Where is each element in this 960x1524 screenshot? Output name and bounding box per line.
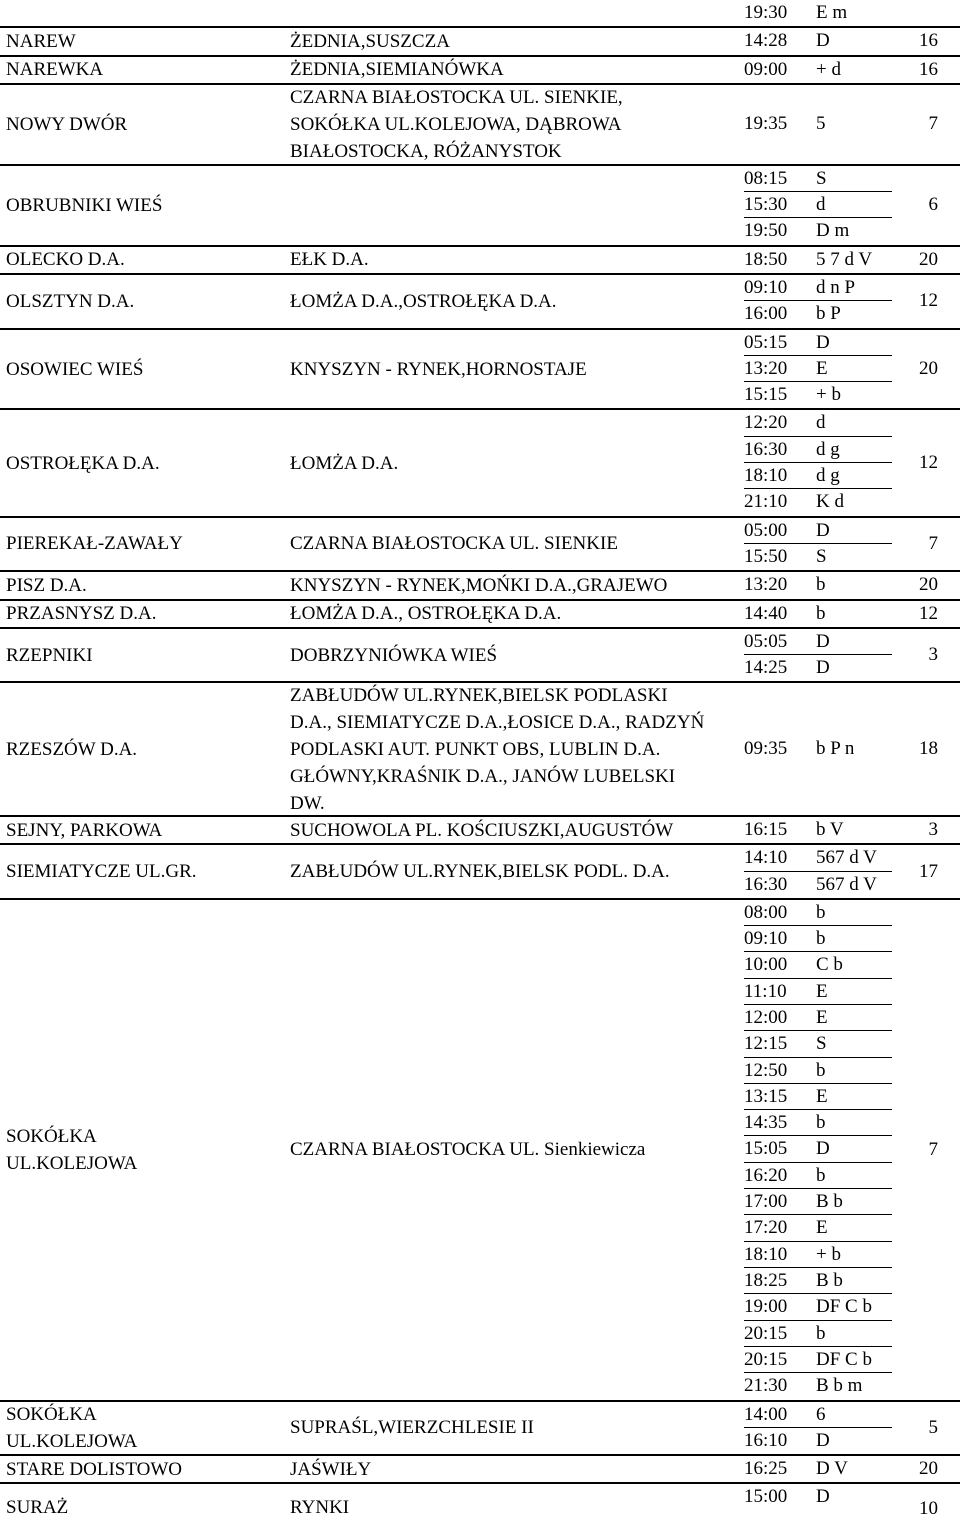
- departure-code: D: [816, 1486, 830, 1508]
- departures-cell: [744, 736, 892, 762]
- departure-code: E: [816, 357, 828, 379]
- table-row: [0, 275, 960, 330]
- platform-number: [898, 0, 938, 26]
- departure-entry: [744, 330, 892, 356]
- departure-code: E: [816, 1007, 828, 1028]
- table-row-continued: [0, 0, 960, 28]
- via-cell: CZARNA BIAŁOSTOCKA UL. SIENKIE, SOKÓŁKA UL.KOLEJOWA, DĄBROWA BIAŁOSTOCKA, RÓŻANYSTOK: [290, 86, 623, 162]
- platform-number: 12: [919, 452, 938, 474]
- departure-entry: [744, 736, 892, 762]
- departure-entry: [744, 1347, 892, 1373]
- departures-cell: [744, 1456, 892, 1482]
- departure-entry: [744, 463, 892, 489]
- departure-time: 17:20: [744, 1217, 788, 1239]
- departure-time: 09:35: [744, 738, 788, 760]
- departure-code: b: [816, 1322, 826, 1344]
- departure-entry: [744, 1321, 892, 1347]
- table-row: [0, 57, 960, 85]
- via-cell: [290, 0, 735, 26]
- destination-cell: SOKÓŁKA UL.KOLEJOWA: [6, 1125, 138, 1174]
- platform-number: 3: [928, 644, 938, 666]
- departure-entry: [744, 817, 892, 843]
- departure-time: 12:00: [744, 1007, 788, 1028]
- via-cell: ŻEDNIA,SIEMIANÓWKA: [290, 59, 504, 81]
- departures-cell: [744, 518, 892, 571]
- departure-code: 6: [816, 1403, 826, 1425]
- departure-time: 16:30: [744, 438, 788, 460]
- destination-cell: NAREW: [6, 30, 76, 52]
- via-cell: SUCHOWOLA PL. KOŚCIUSZKI,AUGUSTÓW: [290, 819, 674, 841]
- departure-entry: [744, 1163, 892, 1189]
- via-cell: JAŚWIŁY: [290, 1458, 372, 1480]
- departure-entry: [744, 437, 892, 463]
- departure-time: 15:50: [744, 545, 788, 567]
- departure-entry: [744, 111, 892, 137]
- departure-entry: [744, 1294, 892, 1320]
- departure-code: E: [816, 1217, 828, 1239]
- platform-number: 3: [928, 819, 938, 841]
- departures-cell: [744, 817, 892, 843]
- departure-code: B b m: [816, 1375, 863, 1397]
- departures-cell: [744, 57, 892, 83]
- departure-entry: [744, 845, 892, 871]
- departure-time: 18:50: [744, 248, 788, 270]
- departure-entry: [744, 28, 892, 54]
- departure-code: b P: [816, 303, 841, 325]
- departure-entry: [744, 1110, 892, 1136]
- departure-code: b: [816, 928, 826, 950]
- departure-code: D: [816, 630, 830, 652]
- departure-time: 08:15: [744, 167, 788, 189]
- departure-code: D: [816, 1138, 830, 1160]
- departure-code: 567 d V: [816, 873, 877, 895]
- departure-time: 20:15: [744, 1348, 788, 1370]
- departure-code: DF C b: [816, 1348, 872, 1370]
- departure-time: 19:35: [744, 113, 788, 135]
- departure-code: D m: [816, 220, 850, 242]
- departure-time: 12:15: [744, 1033, 788, 1055]
- departures-cell: [744, 275, 892, 328]
- departure-entry: [744, 952, 892, 978]
- departure-code: b: [816, 1112, 826, 1134]
- departure-entry: [744, 1484, 892, 1510]
- departure-entry: [744, 1215, 892, 1241]
- departure-entry: [744, 601, 892, 627]
- departure-time: 18:25: [744, 1269, 788, 1291]
- departure-time: 15:00: [744, 1486, 788, 1508]
- departure-time: 12:50: [744, 1059, 788, 1081]
- departure-time: 16:25: [744, 1458, 788, 1480]
- departure-time: 09:10: [744, 276, 788, 298]
- departure-entry: [744, 1136, 892, 1162]
- departure-time: 10:00: [744, 954, 788, 976]
- platform-number: 16: [919, 30, 938, 52]
- departure-code: b P n: [816, 738, 855, 760]
- departure-time: 15:30: [744, 194, 788, 216]
- via-cell: EŁK D.A.: [290, 249, 369, 271]
- departure-time: 11:10: [744, 980, 787, 1002]
- departure-time: 17:00: [744, 1191, 788, 1213]
- departure-entry: [744, 275, 892, 301]
- departure-time: 14:28: [744, 30, 788, 52]
- departure-code: 5 7 d V: [816, 248, 873, 270]
- destination-cell: RZEPNIKI: [6, 644, 93, 666]
- departure-entry: [744, 1031, 892, 1057]
- departure-entry: [744, 900, 892, 926]
- departure-time: 09:00: [744, 58, 788, 80]
- platform-number: 10: [919, 1498, 938, 1520]
- departure-time: 16:15: [744, 818, 788, 840]
- destination-cell: OSTROŁĘKA D.A.: [6, 452, 160, 474]
- departure-entry: [744, 356, 892, 382]
- departure-time: 15:15: [744, 384, 788, 406]
- departure-entry: [744, 1373, 892, 1399]
- table-row: [0, 683, 960, 817]
- departure-time: 16:30: [744, 873, 788, 895]
- departure-code: b: [816, 901, 826, 923]
- departure-entry: [744, 518, 892, 544]
- table-row: [0, 1456, 960, 1484]
- destination-cell: SEJNY, PARKOWA: [6, 819, 163, 841]
- via-cell: RYNKI: [290, 1497, 350, 1519]
- departure-time: 14:10: [744, 847, 788, 869]
- departure-time: 05:15: [744, 331, 788, 353]
- table-row: [0, 247, 960, 275]
- table-row: [0, 330, 960, 411]
- departure-entry: [744, 192, 892, 218]
- departure-code: 5: [816, 113, 826, 135]
- departure-code: d g: [816, 438, 840, 460]
- departures-cell: [744, 1402, 892, 1455]
- destination-cell: NAREWKA: [6, 59, 104, 81]
- departure-time: 09:10: [744, 928, 788, 950]
- departure-entry: [744, 0, 892, 26]
- destination-cell: OLSZTYN D.A.: [6, 290, 135, 312]
- departure-code: D: [816, 30, 830, 52]
- via-cell: KNYSZYN - RYNEK,MOŃKI D.A.,GRAJEWO: [290, 574, 668, 596]
- platform-number: 12: [919, 602, 938, 624]
- departure-time: 16:10: [744, 1429, 788, 1451]
- departure-entry: [744, 247, 892, 273]
- departure-time: 14:35: [744, 1112, 788, 1134]
- departure-time: 18:10: [744, 465, 788, 487]
- departure-code: S: [816, 545, 827, 567]
- destination-cell: PIEREKAŁ-ZAWAŁY: [6, 533, 183, 555]
- via-cell: ZABŁUDÓW UL.RYNEK,BIELSK PODLASKI D.A., SIEMIATYCZE D.A.,ŁOSICE D.A., RADZYŃ PODLASKI AUT. PUNKT OBS, LUBLIN D.A. GŁÓWNY,KRAŚNIK D.A., JANÓW LUBELSKI DW.: [290, 684, 705, 814]
- departure-code: DF C b: [816, 1296, 872, 1318]
- destination-cell: PISZ D.A.: [6, 574, 87, 596]
- departure-time: 08:00: [744, 901, 788, 923]
- destination-cell: RZESZÓW D.A.: [6, 738, 138, 760]
- platform-number: 5: [928, 1416, 938, 1438]
- departure-time: 13:20: [744, 357, 788, 379]
- departure-time: 13:20: [744, 574, 788, 596]
- platform-number: 20: [919, 574, 938, 596]
- departure-entry: [744, 489, 892, 515]
- departure-time: 14:25: [744, 657, 788, 679]
- platform-number: 17: [919, 860, 938, 882]
- destination-cell: OLECKO D.A.: [6, 249, 125, 271]
- via-cell: SUPRAŚL,WIERZCHLESIE II: [290, 1417, 534, 1439]
- platform-number: 7: [928, 1138, 938, 1160]
- departure-time: 14:00: [744, 1403, 788, 1425]
- departure-code: D: [816, 331, 830, 353]
- table-row: [0, 518, 960, 573]
- platform-number: 20: [919, 1458, 938, 1480]
- departure-code: b: [816, 574, 826, 596]
- table-row: [0, 410, 960, 517]
- departure-code: D: [816, 519, 830, 541]
- destination-cell: STARE DOLISTOWO: [6, 1458, 182, 1480]
- departure-code: D V: [816, 1458, 848, 1480]
- destination-cell: [6, 0, 276, 26]
- departures-cell: [744, 330, 892, 409]
- table-row: [0, 629, 960, 684]
- departure-code: B b: [816, 1191, 843, 1213]
- departure-time: 21:10: [744, 491, 788, 513]
- platform-number: 7: [928, 113, 938, 135]
- departures-cell: [744, 410, 892, 515]
- departure-entry: [744, 1428, 892, 1454]
- via-cell: DOBRZYNIÓWKA WIEŚ: [290, 644, 498, 666]
- platform-number: 7: [928, 532, 938, 554]
- platform-number: 6: [928, 194, 938, 216]
- table-row: [0, 601, 960, 629]
- departures-cell: [744, 247, 892, 273]
- platform-number: 20: [919, 248, 938, 270]
- via-cell: [290, 166, 735, 245]
- departure-entry: [744, 218, 892, 244]
- via-cell: ŁOMŻA D.A.: [290, 452, 399, 474]
- departure-time: 19:30: [744, 2, 788, 23]
- departure-entry: [744, 979, 892, 1005]
- table-row: [0, 28, 960, 56]
- departure-code: d: [816, 412, 826, 434]
- departure-code: S: [816, 167, 827, 189]
- departure-entry: [744, 1402, 892, 1428]
- destination-cell: SOKÓŁKA UL.KOLEJOWA: [6, 1403, 138, 1452]
- via-cell: CZARNA BIAŁOSTOCKA UL. SIENKIE: [290, 533, 618, 555]
- departure-code: E m: [816, 2, 848, 23]
- departure-time: 16:20: [744, 1164, 788, 1186]
- departure-code: + d: [816, 58, 841, 80]
- table-row: [0, 900, 960, 1402]
- departure-entry: [744, 301, 892, 327]
- destination-cell: NOWY DWÓR: [6, 113, 128, 135]
- table-row: [0, 572, 960, 600]
- departure-code: E: [816, 1085, 828, 1107]
- departure-time: 16:00: [744, 303, 788, 325]
- departure-code: b V: [816, 818, 844, 840]
- departure-code: C b: [816, 954, 843, 976]
- departure-time: 12:20: [744, 412, 788, 434]
- departure-entry: [744, 1456, 892, 1482]
- platform-number: 20: [919, 358, 938, 379]
- departure-code: b: [816, 1164, 826, 1186]
- departure-code: + b: [816, 384, 841, 406]
- departure-code: S: [816, 1033, 827, 1055]
- departure-entry: [744, 926, 892, 952]
- departure-code: d n P: [816, 276, 856, 298]
- departure-entry: [744, 629, 892, 655]
- departure-entry: [744, 57, 892, 83]
- via-cell: KNYSZYN - RYNEK,HORNOSTAJE: [290, 358, 587, 380]
- platform-number: 18: [919, 738, 938, 760]
- departure-entry: [744, 1268, 892, 1294]
- departure-entry: [744, 1005, 892, 1031]
- departures-cell: [744, 629, 892, 682]
- departure-code: b: [816, 1059, 826, 1081]
- departure-entry: [744, 1058, 892, 1084]
- departures-cell: [744, 28, 892, 54]
- departure-code: d: [816, 194, 826, 216]
- departures-cell: [744, 1484, 892, 1510]
- destination-cell: PRZASNYSZ D.A.: [6, 603, 157, 625]
- departures-cell: [744, 900, 892, 1400]
- via-cell: ZABŁUDÓW UL.RYNEK,BIELSK PODL. D.A.: [290, 861, 670, 883]
- platform-number: 16: [919, 58, 938, 80]
- departure-code: + b: [816, 1243, 841, 1265]
- departure-time: 14:40: [744, 602, 788, 624]
- destination-cell: SURAŻ: [6, 1497, 69, 1519]
- departures-cell: [744, 166, 892, 245]
- destination-cell: OBRUBNIKI WIEŚ: [6, 194, 163, 216]
- departure-time: 21:30: [744, 1375, 788, 1397]
- via-cell: ŁOMŻA D.A., OSTROŁĘKA D.A.: [290, 603, 562, 625]
- departure-code: D: [816, 657, 830, 679]
- table-row: [0, 817, 960, 845]
- departure-time: 19:00: [744, 1296, 788, 1318]
- departure-entry: [744, 544, 892, 570]
- departure-code: d g: [816, 465, 840, 487]
- departure-entry: [744, 572, 892, 598]
- platform-number: 12: [919, 290, 938, 312]
- departure-entry: [744, 872, 892, 898]
- departures-cell: [744, 0, 892, 26]
- via-cell: ŁOMŻA D.A.,OSTROŁĘKA D.A.: [290, 290, 557, 312]
- departure-time: 05:05: [744, 630, 788, 652]
- departure-code: 567 d V: [816, 847, 877, 869]
- departure-time: 05:00: [744, 519, 788, 541]
- departure-entry: [744, 382, 892, 408]
- departure-time: 19:50: [744, 220, 788, 242]
- table-row: [0, 1402, 960, 1457]
- departure-time: 20:15: [744, 1322, 788, 1344]
- departures-cell: [744, 572, 892, 598]
- departure-time: 15:05: [744, 1138, 788, 1160]
- departures-cell: [744, 601, 892, 627]
- departure-time: 18:10: [744, 1243, 788, 1265]
- departures-cell: [744, 845, 892, 898]
- departure-code: D: [816, 1429, 830, 1451]
- departure-entry: [744, 1084, 892, 1110]
- table-row: [0, 845, 960, 900]
- departure-code: E: [816, 980, 828, 1002]
- departure-entry: [744, 410, 892, 436]
- departure-time: 13:15: [744, 1085, 788, 1107]
- destination-cell: OSOWIEC WIEŚ: [6, 358, 144, 380]
- table-row: [0, 85, 960, 166]
- table-row: [0, 166, 960, 247]
- departure-code: B b: [816, 1269, 843, 1291]
- departure-code: b: [816, 602, 826, 624]
- departure-entry: [744, 1189, 892, 1215]
- via-cell: ŻEDNIA,SUSZCZA: [290, 30, 450, 52]
- departure-entry: [744, 166, 892, 192]
- departures-cell: [744, 111, 892, 137]
- departure-entry: [744, 1242, 892, 1268]
- destination-cell: SIEMIATYCZE UL.GR.: [6, 861, 197, 883]
- departure-code: K d: [816, 491, 844, 513]
- departure-entry: [744, 655, 892, 681]
- table-row: [0, 1484, 960, 1524]
- via-cell: CZARNA BIAŁOSTOCKA UL. Sienkiewicza: [290, 1139, 646, 1161]
